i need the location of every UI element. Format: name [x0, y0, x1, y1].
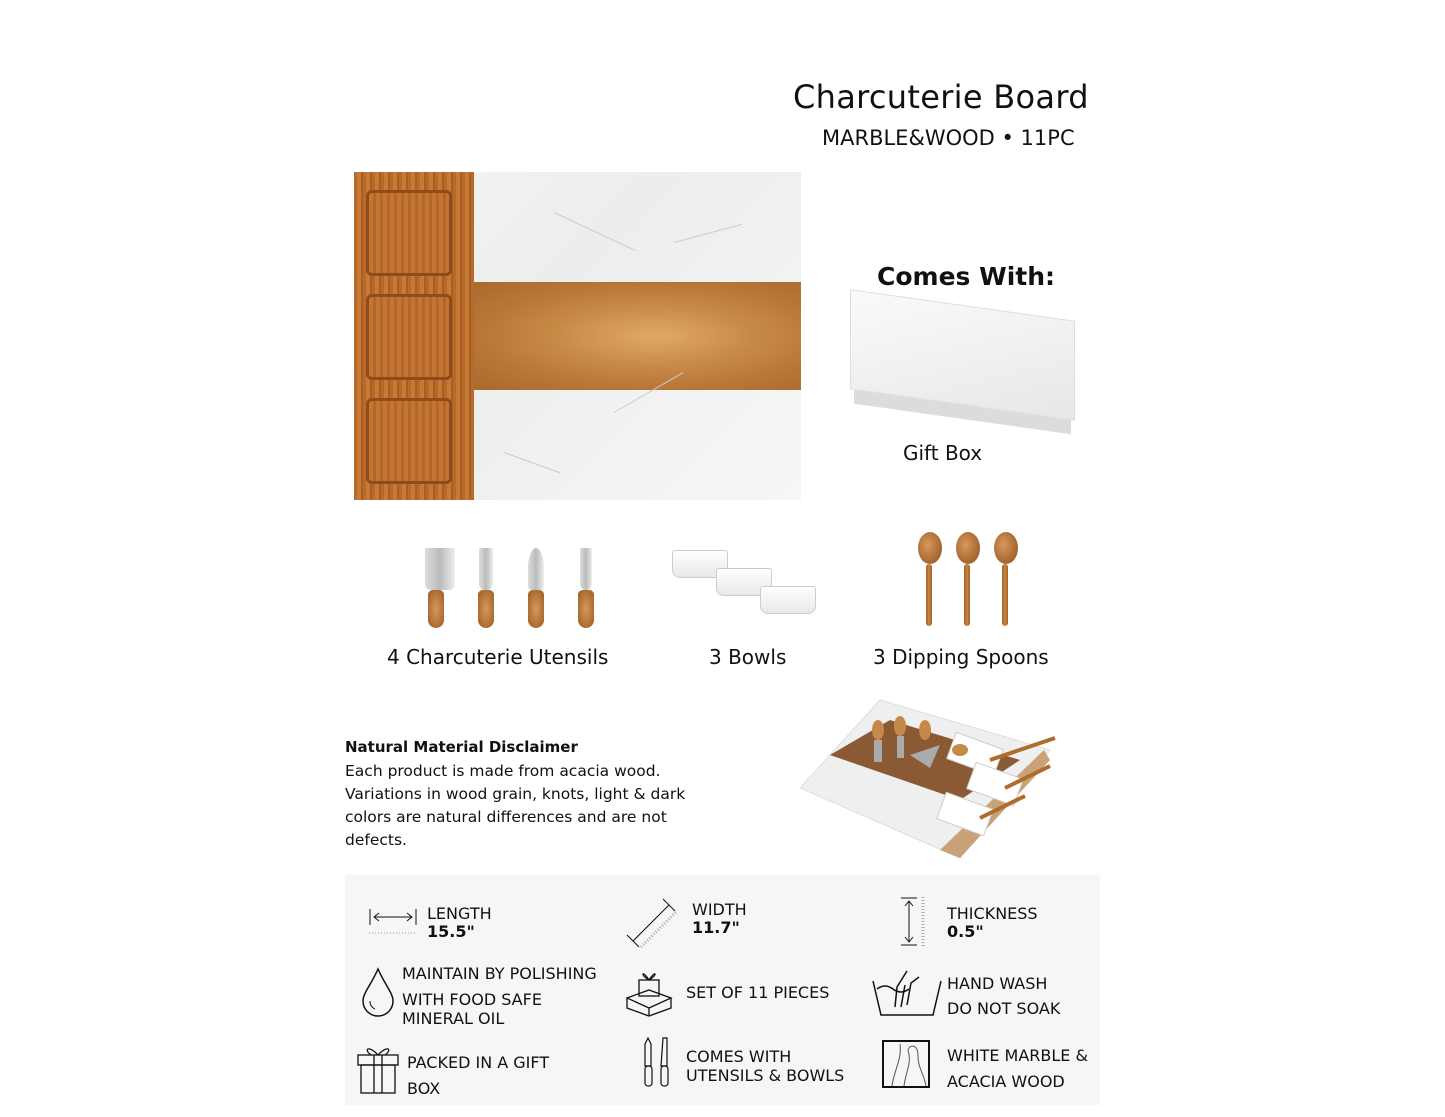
- features-panel: [345, 875, 1100, 1105]
- maintain-line-3: MINERAL OIL: [402, 1009, 505, 1028]
- marble-vein: [504, 452, 561, 473]
- utensil: [425, 548, 447, 628]
- product-subtitle: MARBLE&WOOD • 11PC: [822, 126, 1075, 150]
- tray: [366, 294, 452, 380]
- bowls-label: 3 Bowls: [709, 645, 787, 669]
- hand-wash-line-2: DO NOT SOAK: [947, 999, 1061, 1018]
- lifestyle-image: [800, 700, 1058, 858]
- spoons-image: [918, 532, 1016, 626]
- tray: [366, 398, 452, 484]
- gift-box-label: Gift Box: [903, 441, 983, 465]
- utensil: [525, 548, 547, 628]
- comes-with-line-2: UTENSILS & BOWLS: [686, 1066, 845, 1085]
- bowls-image: [672, 550, 822, 630]
- disclaimer-heading: Natural Material Disclaimer: [345, 738, 578, 756]
- tray: [366, 190, 452, 276]
- material-line-1: WHITE MARBLE &: [947, 1046, 1088, 1065]
- spoons-label: 3 Dipping Spoons: [873, 645, 1049, 669]
- comes-with-heading: Comes With:: [877, 262, 1056, 291]
- ruler-thickness-icon: [901, 897, 929, 947]
- wood-band: [474, 282, 801, 390]
- gift-boxes-icon: [625, 968, 675, 1016]
- disclaimer-text: Each product is made from acacia wood. Variations in wood grain, knots, light & dark colors are natural differences and are not defects.: [345, 762, 686, 849]
- board-image: [354, 172, 801, 500]
- product-title: Charcuterie Board: [793, 78, 1089, 116]
- width-label: WIDTH: [692, 900, 747, 919]
- maintain-line-1: MAINTAIN BY POLISHING: [402, 964, 597, 983]
- wood-strip: [354, 172, 474, 500]
- ruler-width-icon: [625, 897, 680, 947]
- length-value: 15.5": [427, 922, 475, 941]
- hand-wash-icon: [871, 967, 943, 1017]
- utensil: [475, 548, 497, 628]
- set-of-pieces: SET OF 11 PIECES: [686, 983, 830, 1002]
- utensil: [575, 548, 597, 628]
- gift-box-image: [850, 289, 1075, 421]
- length-label: LENGTH: [427, 904, 492, 923]
- oil-drop-icon: [361, 967, 395, 1017]
- packed-line-2: BOX: [407, 1079, 441, 1098]
- utensils-image: [425, 548, 597, 628]
- maintain-line-2: WITH FOOD SAFE: [402, 990, 542, 1009]
- width-value: 11.7": [692, 918, 740, 937]
- marble-vein: [554, 212, 636, 251]
- wood-grain-icon: [882, 1040, 930, 1088]
- material-line-2: ACACIA WOOD: [947, 1072, 1065, 1091]
- hand-wash-line-1: HAND WASH: [947, 974, 1048, 993]
- thickness-label: THICKNESS: [947, 904, 1038, 923]
- ruler-length-icon: [369, 909, 419, 939]
- utensils-label: 4 Charcuterie Utensils: [387, 645, 609, 669]
- marble-vein: [674, 224, 742, 243]
- gift-icon: [357, 1045, 399, 1095]
- packed-line-1: PACKED IN A GIFT: [407, 1053, 550, 1072]
- knives-icon: [643, 1036, 671, 1088]
- comes-with-line-1: COMES WITH: [686, 1047, 792, 1066]
- thickness-value: 0.5": [947, 922, 984, 941]
